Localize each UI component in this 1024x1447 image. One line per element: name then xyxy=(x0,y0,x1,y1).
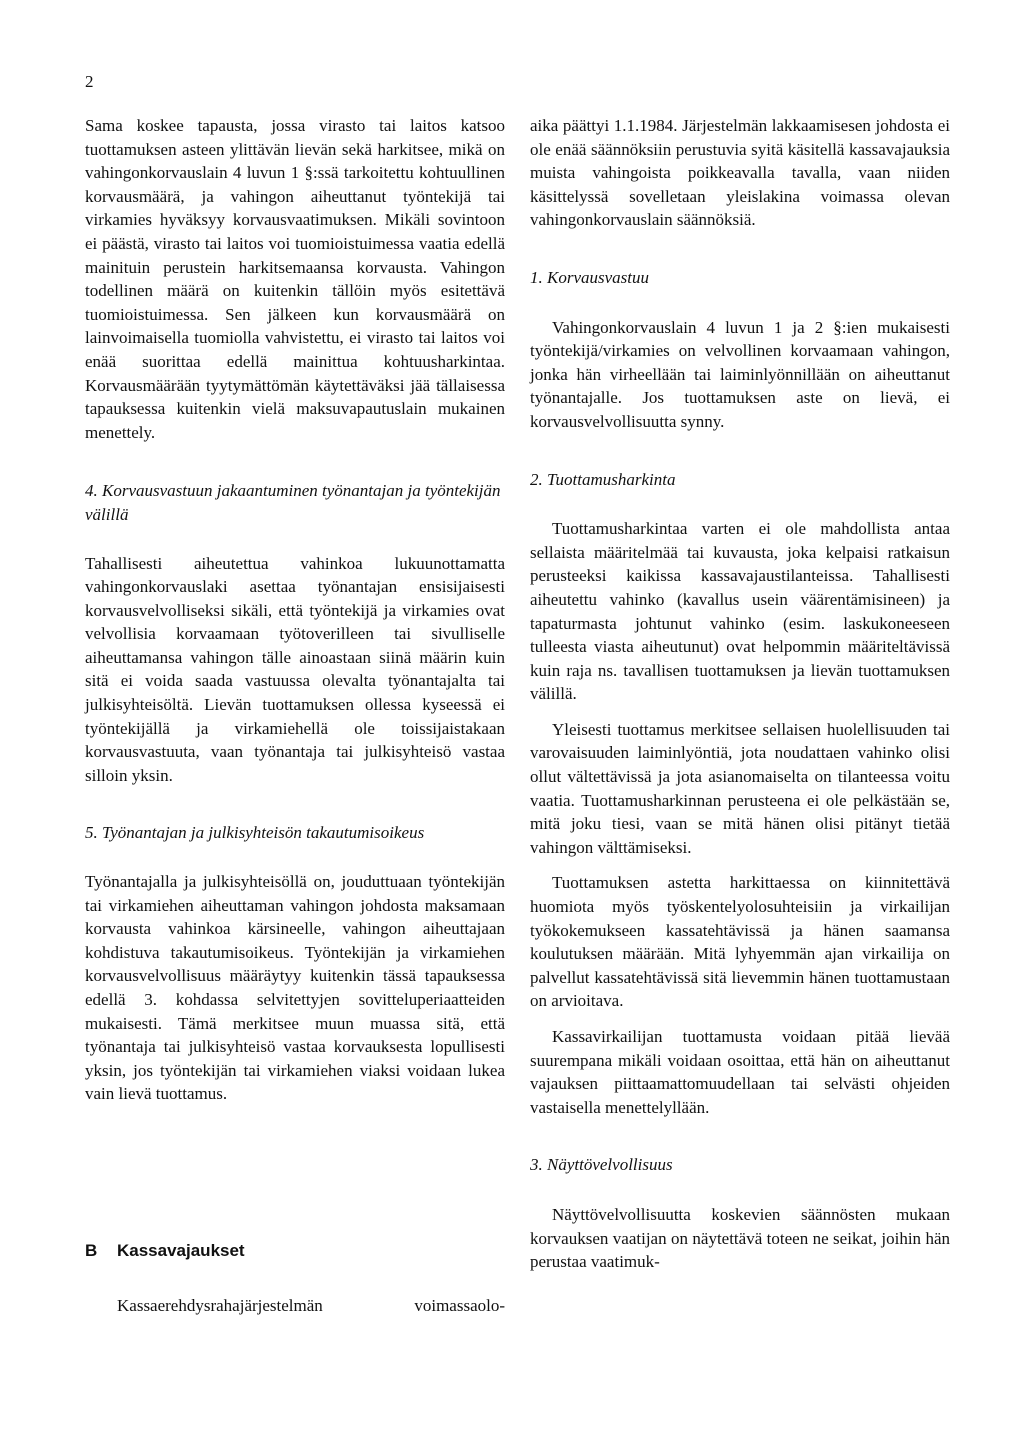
paragraph: Tuottamusharkintaa varten ei ole mahdollista antaa sellaista määritelmää tai kuvausta, joka kelpaisi ratkaisun perusteeksi kaikissa kassavajaustilanteissa. Tahallisesti aiheutettu vahinko (kavallus usein väärentämisineen) ja tapaturmasta johtunut vahinko (esim. laskukoneeseen tulleesta viasta aiheutunut) ovat helpommin määriteltävissä kuin raja ns. tavallisen tuottamuksen ja lievän tuottamuksen välillä. xyxy=(530,519,950,704)
page-number: 2 xyxy=(85,72,94,91)
paragraph: Sama koskee tapausta, jossa virasto tai laitos katsoo tuottamuksen asteen ylittävän lievän sekä harkitsee, mikä on vahingonkorvauslain 4 luvun 1 §:ssä tarkoitettu kohtuullinen korvausmäärä, ja vahingon aiheuttanut työntekijä tai virkamies hyväksyy korvausvaatimuksen. Mikäli sovintoon ei päästä, virasto tai laitos voi tuomioistuimessa vaatia edellä mainituin perustein harkitsemaansa korvausta. Vahingon todellinen määrä on kuitenkin tällöin myös esitettävä tuomioistuimessa. Sen jälkeen kun korvausmäärä on lainvoimaisella tuomiolla vahvistettu, ei virasto tai laitos voi enää suorittaa edellä mainittua kohtuusharkintaa. Korvausmäärään tyytymättömän käytettäväksi jää tällaisessa tapauksessa kuitenkin vielä maksuvapautuslain mukainen menettely. xyxy=(85,116,505,442)
section-heading-1: 1. Korvausvastuu xyxy=(530,267,649,287)
section-title: Kassavajaukset xyxy=(117,1241,245,1260)
section-heading-2: 2. Tuottamusharkinta xyxy=(530,469,676,489)
section-b-heading xyxy=(85,1241,245,1261)
paragraph: Tuottamuksen astetta harkittaessa on kiinnitettävä huomiota myös työskentelyolosuhteisiin ja virkailijan työkokemukseen kassatehtävissä ja hänen saamansa koulutuksen määrään. Mitä lyhyemmän ajan virkailija on palvellut kassatehtävissä sitä lievemmin hänen tuottamustaan on arvioitava. xyxy=(530,873,950,1011)
paragraph: Vahingonkorvauslain 4 luvun 1 ja 2 §:ien mukaisesti työntekijä/virkamies on velvollinen korvaamaan vahingon, jonka hän virheellään tai laiminlyönnillään on aiheuttanut työnantajalle. Jos tuottamuksen aste on lievä, ei korvausvelvollisuutta synny. xyxy=(530,317,950,431)
paragraph: Näyttövelvollisuutta koskevien säännösten mukaan korvauksen vaatijan on näytettävä toteen ne seikat, joihin hän perustaa vaatimuk- xyxy=(530,1204,950,1272)
paragraph: Yleisesti tuottamus merkitsee sellaisen huolellisuuden tai varovaisuuden laiminlyöntiä, jota noudattaen vahinko olisi ollut vältettävissä ja jota asianomaiselta on tilanteessa voitu vaatia. Tuottamusharkinnan perusteena ei ole pelkästään se, mitä joku tiesi, vaan se mitä hänen olisi pitänyt tietää vahingon välttämiseksi. xyxy=(530,719,950,857)
section-letter: B xyxy=(85,1241,98,1260)
paragraph: Tahallisesti aiheutettua vahinkoa lukuunottamatta vahingonkorvauslaki asettaa työnantajan ensisijaisesti korvausvelvolliseksi sikäli, että työntekijä ja virkamies ovat velvollisia korvaamaan työtoverilleen tai sivulliselle aiheuttamansa vahingon tälle ainoastaan siinä määrin kuin sitä ei voida saada vastuussa olevalta työnantajalta tai julkisyhteisöltä. Lievän tuottamuksen ollessa kyseessä ei työntekijällä ja virkamiehellä ole toissijaistakaan korvausvastuuta, vaan työnantaja tai julkisyhteisö vastaa silloin yksin. xyxy=(85,553,505,785)
paragraph: aika päättyi 1.1.1984. Järjestelmän lakkaamisesen johdosta ei ole enää säännöksiin perustuvia syitä käsitellä kassavajauksia muista vahingoista poikkeavalla tavalla, vaan niiden käsittelyssä sovelletaan yleislakina voimassa olevan vahingonkorvauslain säännöksiä. xyxy=(530,116,950,230)
section-b-text: Kassaerehdysrahajärjestelmän voimassaolo- xyxy=(117,1296,505,1315)
section-heading-4: 4. Korvausvastuun jakaantuminen työnantajan ja työntekijän välillä xyxy=(85,481,501,524)
right-column xyxy=(530,114,950,1274)
left-column xyxy=(85,114,505,1106)
paragraph: Työnantajalla ja julkisyhteisöllä on, jouduttuaan työntekijän tai virkamiehen aiheuttaman vahingon johdosta maksamaan korvausta vahinkoa kärsineelle, vahingon aiheuttajaan kohdistuva takautumisoikeus. Työntekijän ja virkamiehen korvausvelvollisuus määräytyy kuitenkin tässä tapauksessa edellä 3. kohdassa selvitettyjen sovitteluperiaatteiden mukaisesti. Tämä merkitsee muun muassa sitä, että työnantaja tai julkisyhteisö vastaa korvauksesta lopullisesti yksin, jos työntekijän tai virkamiehen viaksi voidaan lukea vain lievä tuottamus. xyxy=(85,872,505,1104)
section-heading-5: 5. Työnantajan ja julkisyhteisön takautumisoikeus xyxy=(85,823,425,843)
section-heading-3: 3. Näyttövelvollisuus xyxy=(530,1155,673,1175)
paragraph: Kassavirkailijan tuottamusta voidaan pitää lievää suurempana mikäli voidaan osoittaa, että hän on aiheuttanut vajauksen piittaamattomuudellaan tai selvästi ohjeiden vastaisella menettelyllään. xyxy=(530,1027,950,1117)
